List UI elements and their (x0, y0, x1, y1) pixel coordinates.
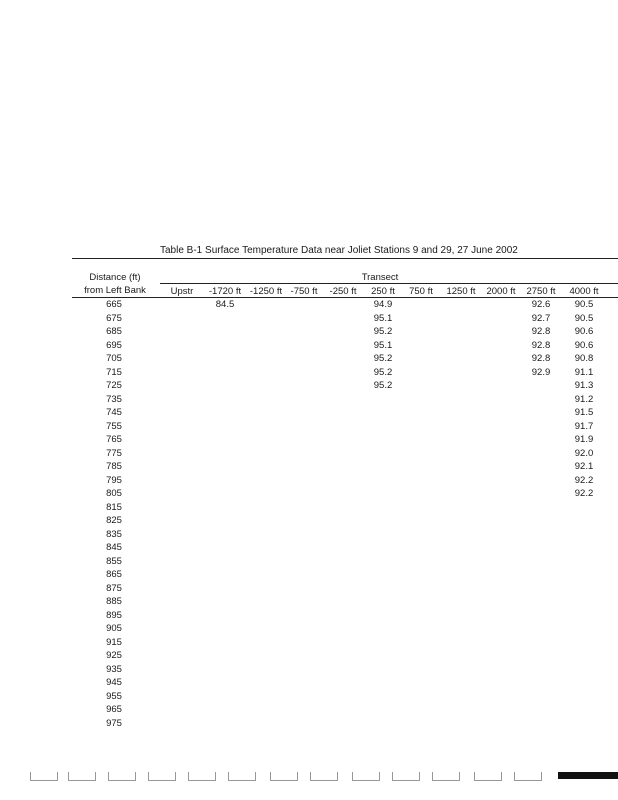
column-header: -750 ft (290, 286, 318, 297)
temperature-cell: 92.1 (574, 461, 594, 472)
temperature-cell: 92.0 (574, 447, 594, 459)
distance-cell: 665 (106, 299, 122, 310)
distance-cell: 695 (106, 339, 122, 351)
column-header: 2750 ft (526, 286, 556, 297)
temperature-cell: 91.9 (574, 434, 594, 445)
distance-cell: 905 (106, 623, 122, 634)
temperature-cell: 92.2 (574, 488, 594, 499)
distance-cell: 715 (106, 366, 122, 378)
temperature-cell: 92.2 (574, 474, 594, 486)
temperature-cell: 95.2 (373, 353, 393, 364)
table-title: Table B-1 Surface Temperature Data near Joliet Stations 9 and 29, 27 June 2002 (160, 245, 518, 256)
distance-cell: 895 (106, 609, 122, 621)
distance-cell: 775 (106, 447, 122, 459)
distance-header-line2: from Left Bank (84, 285, 146, 296)
distance-cell: 675 (106, 312, 122, 324)
temperature-cell: 92.8 (531, 326, 551, 337)
distance-header-line1: Distance (ft) (89, 272, 141, 283)
column-header: 250 ft (371, 286, 395, 297)
temperature-cell: 94.9 (373, 299, 393, 310)
temperature-cell: 95.1 (373, 312, 393, 324)
temperature-cell: 91.1 (574, 366, 594, 378)
distance-cell: 795 (106, 474, 122, 486)
top-rule (72, 258, 618, 259)
temperature-cell: 91.5 (574, 407, 594, 418)
distance-cell: 815 (106, 501, 122, 513)
temperature-cell: 92.7 (531, 312, 551, 324)
column-header: -1250 ft (249, 286, 283, 297)
temperature-cell: 84.5 (215, 299, 235, 310)
distance-cell: 975 (106, 717, 122, 729)
column-header: 4000 ft (569, 286, 599, 297)
column-header: 2000 ft (486, 286, 516, 297)
temperature-cell: 95.1 (373, 339, 393, 351)
temperature-cell: 92.8 (531, 353, 551, 364)
temperature-cell: 92.9 (531, 366, 551, 378)
column-header: -1720 ft (208, 286, 242, 297)
distance-cell: 925 (106, 650, 122, 661)
temperature-cell: 90.6 (574, 339, 594, 351)
distance-cell: 935 (106, 663, 122, 675)
distance-cell: 725 (106, 380, 122, 391)
temperature-cell: 95.2 (373, 380, 393, 391)
page-footer-marks (0, 772, 618, 784)
temperature-cell: 95.2 (373, 366, 393, 378)
distance-cell: 685 (106, 326, 122, 337)
distance-cell: 965 (106, 704, 122, 715)
distance-cell: 705 (106, 353, 122, 364)
distance-cell: 735 (106, 393, 122, 405)
distance-cell: 955 (106, 690, 122, 702)
transect-rule (160, 283, 618, 284)
transect-header: Transect (361, 272, 399, 283)
temperature-cell: 92.8 (531, 339, 551, 351)
distance-cell: 915 (106, 636, 122, 648)
temperature-cell: 91.2 (574, 393, 594, 405)
distance-cell: 885 (106, 596, 122, 607)
temperature-cell: 91.7 (574, 420, 594, 432)
distance-cell: 845 (106, 542, 122, 553)
column-header: -250 ft (329, 286, 357, 297)
column-header: 1250 ft (446, 286, 476, 297)
distance-cell: 765 (106, 434, 122, 445)
header-rule (72, 297, 618, 298)
distance-cell: 855 (106, 555, 122, 567)
temperature-cell: 90.6 (574, 326, 594, 337)
column-header: 750 ft (409, 286, 433, 297)
temperature-cell: 91.3 (574, 380, 594, 391)
distance-cell: 825 (106, 515, 122, 526)
temperature-cell: 92.6 (531, 299, 551, 310)
distance-cell: 945 (106, 677, 122, 688)
distance-cell: 875 (106, 582, 122, 594)
temperature-cell: 90.5 (574, 299, 594, 310)
temperature-cell: 95.2 (373, 326, 393, 337)
distance-cell: 865 (106, 569, 122, 580)
distance-cell: 745 (106, 407, 122, 418)
temperature-cell: 90.8 (574, 353, 594, 364)
distance-cell: 785 (106, 461, 122, 472)
footer-black-bar (558, 772, 618, 779)
distance-cell: 835 (106, 528, 122, 540)
distance-cell: 805 (106, 488, 122, 499)
column-header: Upstr (170, 286, 194, 297)
distance-cell: 755 (106, 420, 122, 432)
temperature-cell: 90.5 (574, 312, 594, 324)
